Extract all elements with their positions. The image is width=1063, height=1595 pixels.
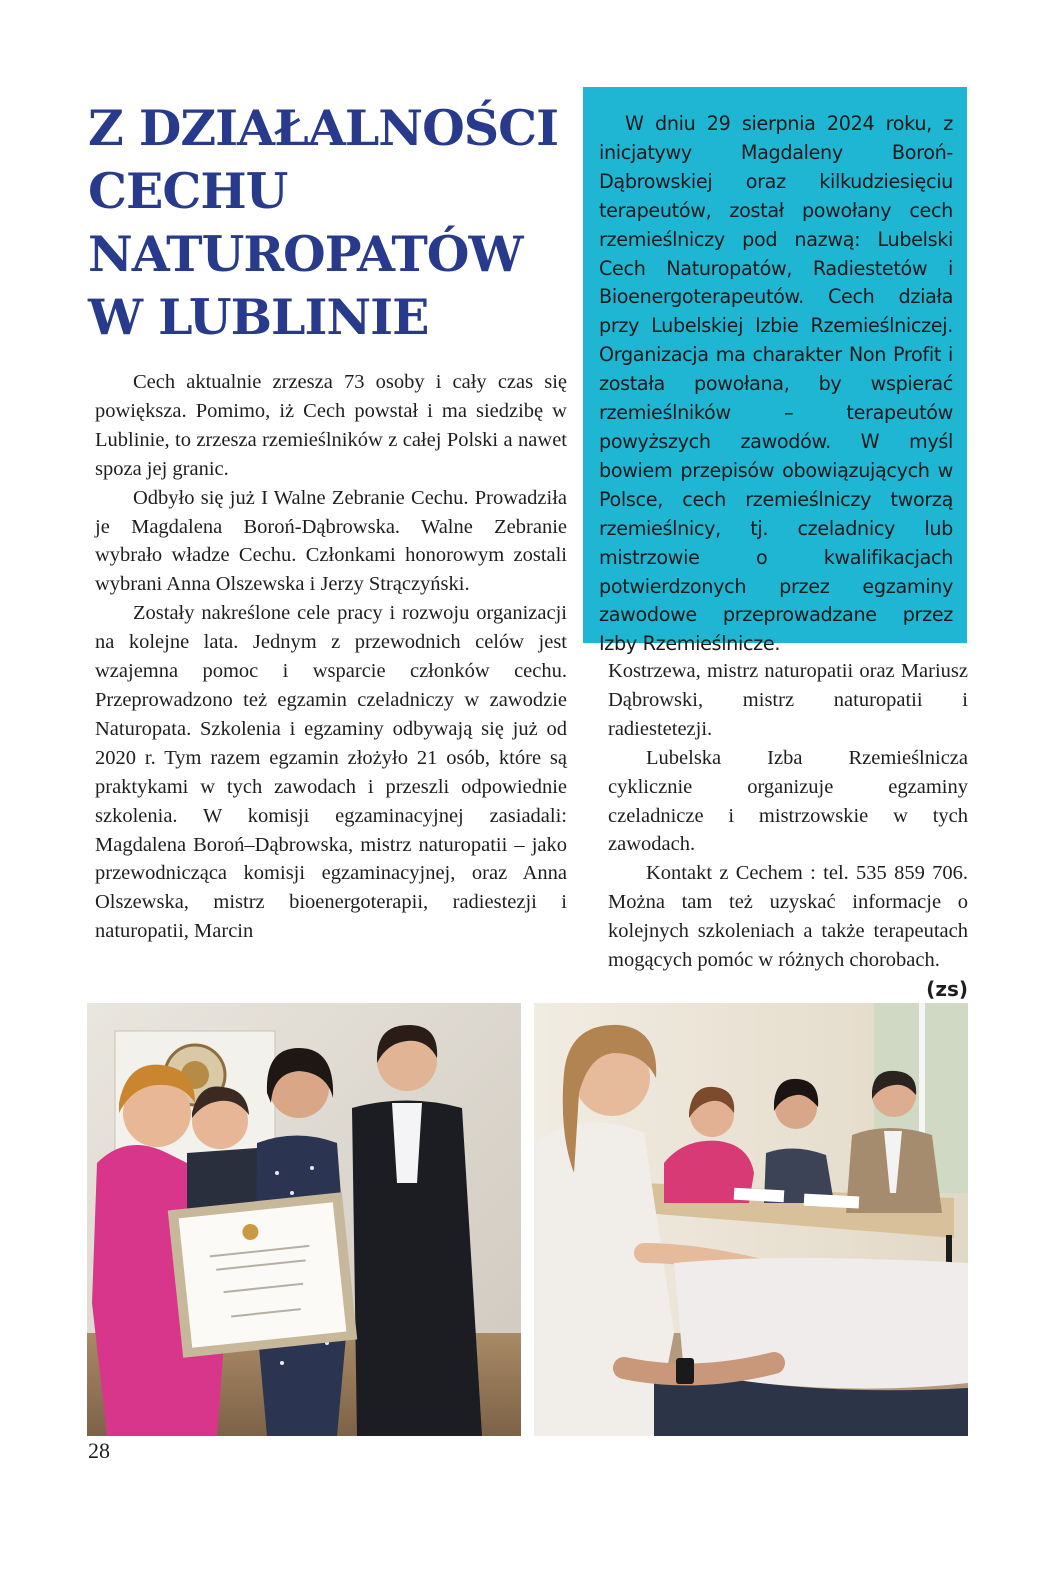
title-line: W LUBLINIE <box>88 288 429 346</box>
highlight-box <box>583 87 967 656</box>
title-line: Z DZIAŁALNOŚCI <box>88 99 559 157</box>
title-line: NATUROPATÓW <box>88 225 523 283</box>
contact-text: Kontakt z Cechem : tel. 535 859 706. Można tam też uzyskać informacje o kolejnych szkoleniach a także terapeutach mogących pomóc w różnych chorobach. <box>608 862 968 972</box>
left-column <box>95 368 567 946</box>
photo-illustration <box>534 1003 968 1436</box>
paragraph: Lubelska Izba Rzemieślnicza cyklicznie organizuje egzaminy czeladnicze i mistrzowskie w tych zawodach. <box>608 746 968 856</box>
title-line: CECHU <box>88 162 288 220</box>
paragraph: Zostały nakreślone cele pracy i rozwoju organizacji na kolejne lata. Jednym z przewodnich celów jest wzajemna pomoc i wsparcie członków cechu. Przeprowadzono też egzamin czeladniczy w zawodzie Naturopata. Szkolenia i egzaminy odbywają się już od 2020 r. Tym razem egzamin złożyło 21 osób, które są praktykami w tych zawodach i przeszli odpowiednie szkolenia. W komisji egzaminacyjnej zasiadali: Magdalena Boroń–Dąbrowska, mistrz naturopatii – jako przewodnicząca komisji egzaminacyjnej, oraz Anna Olszewska, mistrz bioenergoterapii, radiestezji i naturopatii, Marcin <box>95 602 567 943</box>
paragraph: Odbyło się już I Walne Zebranie Cechu. Prowadziła je Magdalena Boroń-Dąbrowska. Walne Zebranie wybrało władze Cechu. Członkami honorowym zostali wybrani Anna Olszewska i Jerzy Strączyński. <box>95 486 567 596</box>
article-title <box>88 97 568 349</box>
author-signature: (zs) <box>926 976 968 1001</box>
paragraph-continuation: Kostrzewa, mistrz naturopatii oraz Mariusz Dąbrowski, mistrz naturopatii i radiestetezji. <box>608 660 968 740</box>
highlight-text: W dniu 29 sierpnia 2024 roku, z inicjatywy Magdaleny Boroń-Dąbrowskiej oraz kilkudziesięciu terapeutów, został powołany cech rzemieślniczy pod nazwą: Lubelski Cech Naturopatów, Radiestetów i Bioenergoterapeutów. Cech działa przy Lubelskiej Izbie Rzemieślniczej. Organizacja ma charakter Non Profit i została powołana, by wspierać rzemieślników – terapeutów powyższych zawodów. W myśl bowiem przepisów obowiązujących w Polsce, cech rzemieślniczy tworzą rzemieślnicy, tj. czeladnicy lub mistrzowie o kwalifikacjach potwierdzonych przez egzaminy zawodowe przeprowadzane przez Izby Rzemieślnicze. <box>599 112 953 656</box>
photo-exam-session <box>534 1003 968 1436</box>
right-column <box>608 657 968 1004</box>
page-number: 28 <box>88 1438 110 1463</box>
paragraph <box>608 859 968 1001</box>
paragraph: Cech aktualnie zrzesza 73 osoby i cały czas się powiększa. Pomimo, iż Cech powstał i ma siedzibę w Lublinie, to zrzesza rzemieślników z całej Polski a nawet spoza jej granic. <box>95 371 567 480</box>
photo-certificate-presentation <box>87 1003 521 1436</box>
photo-illustration <box>87 1003 521 1436</box>
